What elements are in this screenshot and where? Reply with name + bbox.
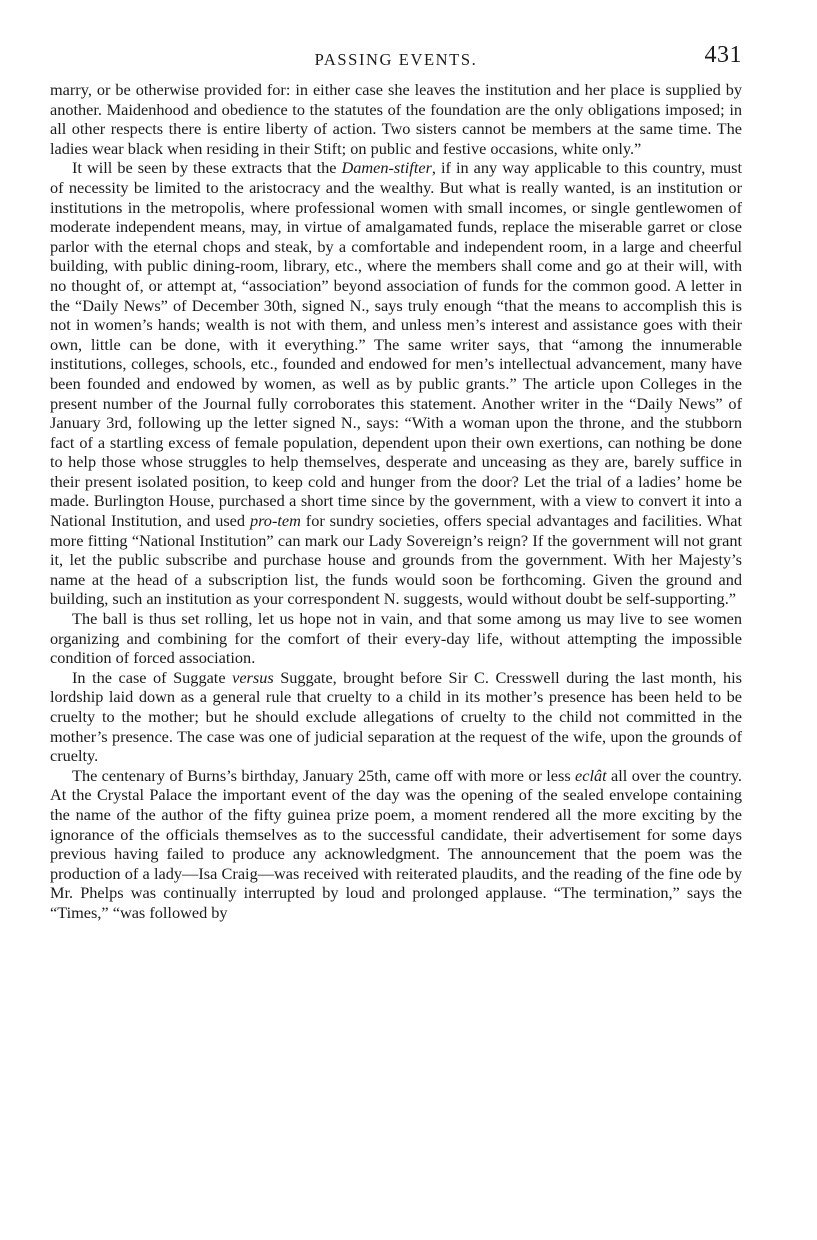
text-run: It will be seen by these extracts that the <box>72 158 342 178</box>
italic-text-run: eclât <box>575 765 607 785</box>
italic-text-run: pro-tem <box>249 511 301 531</box>
page-header <box>50 40 742 80</box>
paragraph <box>50 668 742 766</box>
article-body <box>50 80 742 923</box>
text-run: for sundry societies, offers special advantages and facilities. What more fitting “National Institution” can mark our Lady Sovereign’s reign? If the government will not grant it, let the public subscribe and purchase house and grounds from the government. With her Majesty’s name at the head of a subscription list, the funds would soon be forthcoming. Given the ground and building, such an institution as your correspondent N. suggests, would without doubt be self-supporting.” <box>50 511 743 609</box>
text-run: , if in any way applicable to this country, must of necessity be limited to the aristocracy and the wealthy. But what is really wanted, is an institution or institutions in the metropolis, where professional women with small incomes, or single gentlewomen of moderate independent means, may, in virtue of amalgamated funds, replace the miserable garret or close parlor with the eternal chops and steak, by a comfortable and independent room, in a large and cheerful building, with public dining-room, library, etc., where the members shall come and go at their will, with no thought of, or attempt at, “association” beyond association of funds for the common good. A letter in the “Daily News” of December 30th, signed N., says truly enough “that the means to accomplish this is not in women’s hands; wealth is not with them, and unless men’s interest and assistance goes with their own, little can be done, with it everything.” The same writer says, that “among the innumerable institutions, colleges, schools, etc., founded and endowed for men’s intellectual advancement, many have been founded and endowed by women, as well as by public grants.” The article upon Colleges in the present number of the Journal fully corroborates this statement. Another writer in the “Daily News” of January 3rd, following up the letter signed N., says: “With a woman upon the throne, and the stubborn fact of a startling excess of female population, dependent upon their own exertions, can nothing be done to help those whose struggles to help themselves, desperate and unceasing as they are, barely suffice in their present isolated position, to keep cold and hunger from the door? Let the trial of a ladies’ home be made. Burlington House, purchased a short time since by the government, with a view to convert it into a National Institution, and used <box>50 158 742 531</box>
text-run: marry, or be otherwise provided for: in either case she leaves the institution and her place is supplied by another. Maidenhood and obedience to the statutes of the foundation are the only obligations imposed; in all other respects there is entire liberty of action. Two sisters cannot be members at the same time. The ladies wear black when residing in their Stift; on public and festive occasions, white only.” <box>50 80 742 158</box>
text-run: Suggate, brought before Sir C. Cresswell during the last month, his lordship laid down as a general rule that cruelty to a child in its mother’s presence has been held to be cruelty to the mother; but he should exclude allegations of cruelty to the child not committed in the mother’s presence. The case was one of judicial separation at the request of the wife, upon the grounds of cruelty. <box>50 667 742 766</box>
page-number: 431 <box>704 42 742 68</box>
italic-text-run: Damen-stifter <box>341 158 432 178</box>
italic-text-run: versus <box>232 667 274 687</box>
text-run: The centenary of Burns’s birthday, January 25th, came off with more or less <box>72 765 576 785</box>
text-run: all over the country. At the Crystal Palace the important event of the day was the opening of the sealed envelope containing the name of the author of the fifty guinea prize poem, a moment rendered all the more exciting by the ignorance of the officials themselves as to the successful candidate, their advertisement for some days previous having failed to produce any acknowledgment. The announcement that the poem was the production of a lady—Isa Craig—was received with reiterated plaudits, and the reading of the fine ode by Mr. Phelps was continually interrupted by loud and prolonged applause. “The termination,” says the “Times,” “was followed by <box>50 765 743 922</box>
running-title: PASSING EVENTS. <box>314 50 478 69</box>
paragraph <box>50 80 742 158</box>
page <box>50 40 742 923</box>
paragraph <box>50 766 742 923</box>
paragraph <box>50 158 742 609</box>
text-run: In the case of Suggate <box>72 667 233 687</box>
text-run: The ball is thus set rolling, let us hope not in vain, and that some among us may live to see women organizing and combining for the comfort of their every-day life, without attempting the impossible condition of forced association. <box>50 609 742 668</box>
paragraph <box>50 609 742 668</box>
